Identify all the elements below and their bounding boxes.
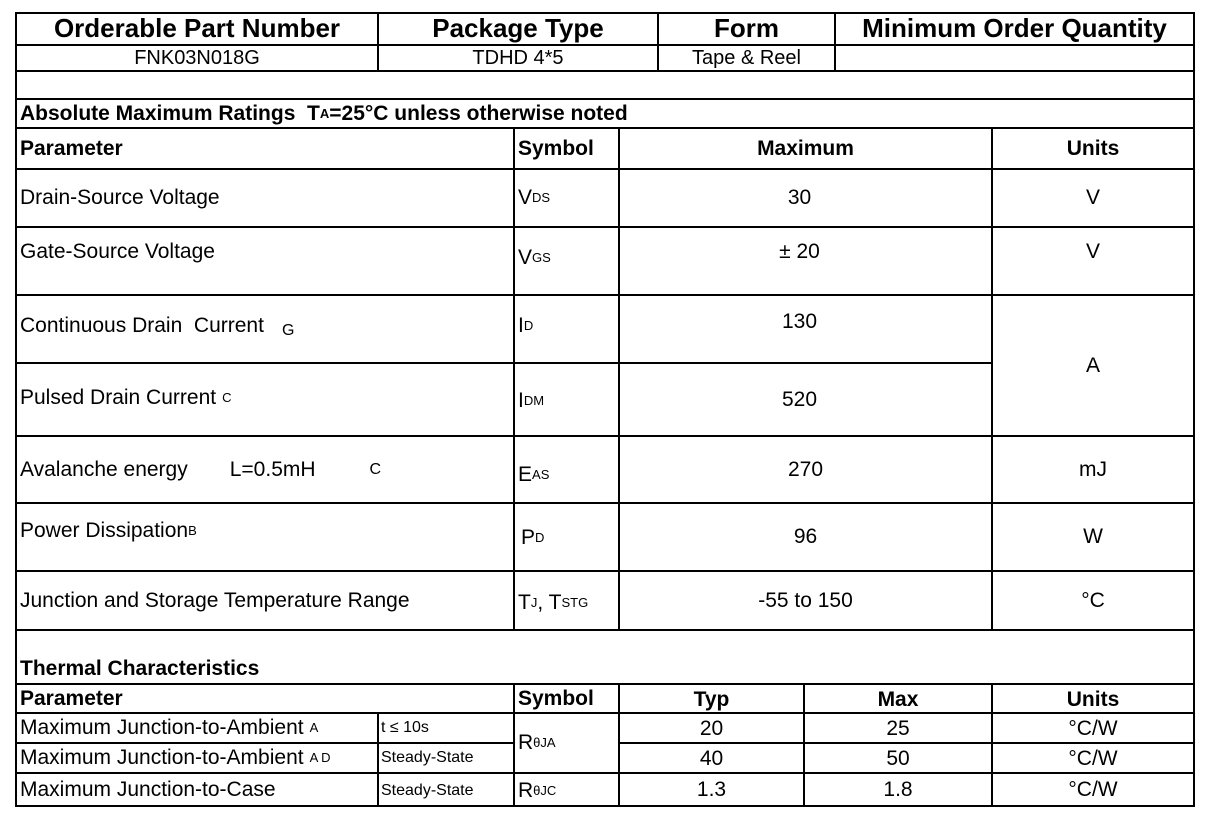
param-junction-storage-temp: Junction and Storage Temperature Range: [20, 588, 410, 612]
abs-header-parameter: Parameter: [20, 136, 123, 160]
symbol-vgs: V GS: [518, 246, 551, 269]
abs-max-title: Absolute Maximum Ratings T A =25°C unless otherwise noted: [20, 101, 628, 125]
unit-pd: W: [1083, 525, 1103, 548]
symbol-eas: E AS: [518, 463, 550, 486]
order-package-type: TDHD 4*5: [472, 46, 564, 69]
param-drain-source-voltage: Drain-Source Voltage: [20, 186, 220, 209]
order-header-form: Form: [714, 12, 779, 43]
thermal-typ-ja-steady: 40: [699, 747, 724, 770]
unit-eas: mJ: [1079, 457, 1107, 481]
symbol-vds: V DS: [518, 186, 551, 209]
thermal-max-ja-10s: 25: [886, 717, 910, 740]
unit-vds: V: [1085, 186, 1100, 209]
order-min-qty: [836, 46, 1193, 70]
symbol-pd: P D: [521, 526, 545, 549]
order-form: Tape & Reel: [692, 46, 801, 69]
abs-header-symbol: Symbol: [518, 136, 594, 160]
thermal-typ-ja-10s: 20: [699, 717, 724, 740]
symbol-rthja: R θJA: [518, 731, 556, 754]
param-gate-source-voltage: Gate-Source Voltage: [20, 240, 215, 263]
thermal-max-ja-steady: 50: [886, 747, 910, 770]
thermal-param-ja-steady: Maximum Junction-to-Ambient A D: [20, 746, 331, 769]
thermal-typ-jc: 1.3: [696, 777, 727, 801]
order-header-package-type: Package Type: [432, 12, 604, 43]
unit-tj-tstg: °C: [1081, 588, 1105, 612]
avalanche-inductance: L=0.5mH: [229, 457, 316, 481]
symbol-id: I D: [518, 314, 534, 337]
thermal-cond-jc: Steady-State: [381, 781, 474, 799]
thermal-cond-ja-steady: Steady-State: [381, 749, 474, 766]
max-pd: 96: [793, 525, 818, 548]
thermal-cond-10s: t ≤ 10s: [381, 719, 429, 736]
order-part-number: FNK03N018G: [134, 46, 260, 69]
thermal-header-parameter: Parameter: [20, 686, 123, 710]
param-power-dissipation: Power Dissipation B: [20, 519, 197, 542]
symbol-tj-tstg: T J , T STG: [518, 590, 589, 614]
param-avalanche-energy: Avalanche energy L=0.5mH C: [20, 457, 382, 481]
thermal-title: Thermal Characteristics: [20, 657, 260, 680]
abs-header-units: Units: [1066, 136, 1120, 160]
abs-max-title-main: Absolute Maximum Ratings T: [20, 101, 320, 125]
thermal-header-typ: Typ: [693, 687, 730, 711]
thermal-max-jc: 1.8: [883, 777, 913, 801]
max-eas: 270: [787, 457, 824, 481]
note-g: G: [281, 322, 295, 339]
rule: [15, 70, 1195, 72]
unit-id-idm: A: [1085, 353, 1100, 377]
order-header-part-number: Orderable Part Number: [53, 12, 341, 43]
max-tj-tstg: -55 to 150: [758, 588, 853, 612]
thermal-param-jc: Maximum Junction-to-Case: [20, 777, 276, 801]
abs-header-maximum: Maximum: [757, 136, 854, 160]
thermal-unit-jc: °C/W: [1068, 777, 1118, 801]
order-header-min-qty: Minimum Order Quantity: [862, 12, 1167, 43]
thermal-param-ja-10s: Maximum Junction-to-Ambient A: [20, 716, 319, 739]
abs-max-title-rest: =25°C unless otherwise noted: [329, 101, 628, 125]
max-id: 130: [781, 310, 818, 333]
unit-vgs: V: [1085, 240, 1100, 263]
thermal-unit-ja-10s: °C/W: [1068, 717, 1118, 740]
thermal-unit-ja-steady: °C/W: [1068, 747, 1118, 770]
symbol-rthjc: R θJC: [518, 778, 557, 802]
thermal-header-symbol: Symbol: [518, 686, 594, 710]
param-continuous-drain-current: Continuous Drain Current G: [20, 314, 295, 339]
thermal-header-units: Units: [1066, 687, 1120, 711]
max-idm: 520: [781, 387, 818, 411]
thermal-header-max: Max: [877, 687, 919, 711]
symbol-idm: I DM: [518, 389, 545, 412]
max-vds: 30: [787, 186, 812, 209]
param-pulsed-drain-current: Pulsed Drain Current C: [20, 386, 232, 409]
max-vgs: ± 20: [779, 240, 820, 263]
